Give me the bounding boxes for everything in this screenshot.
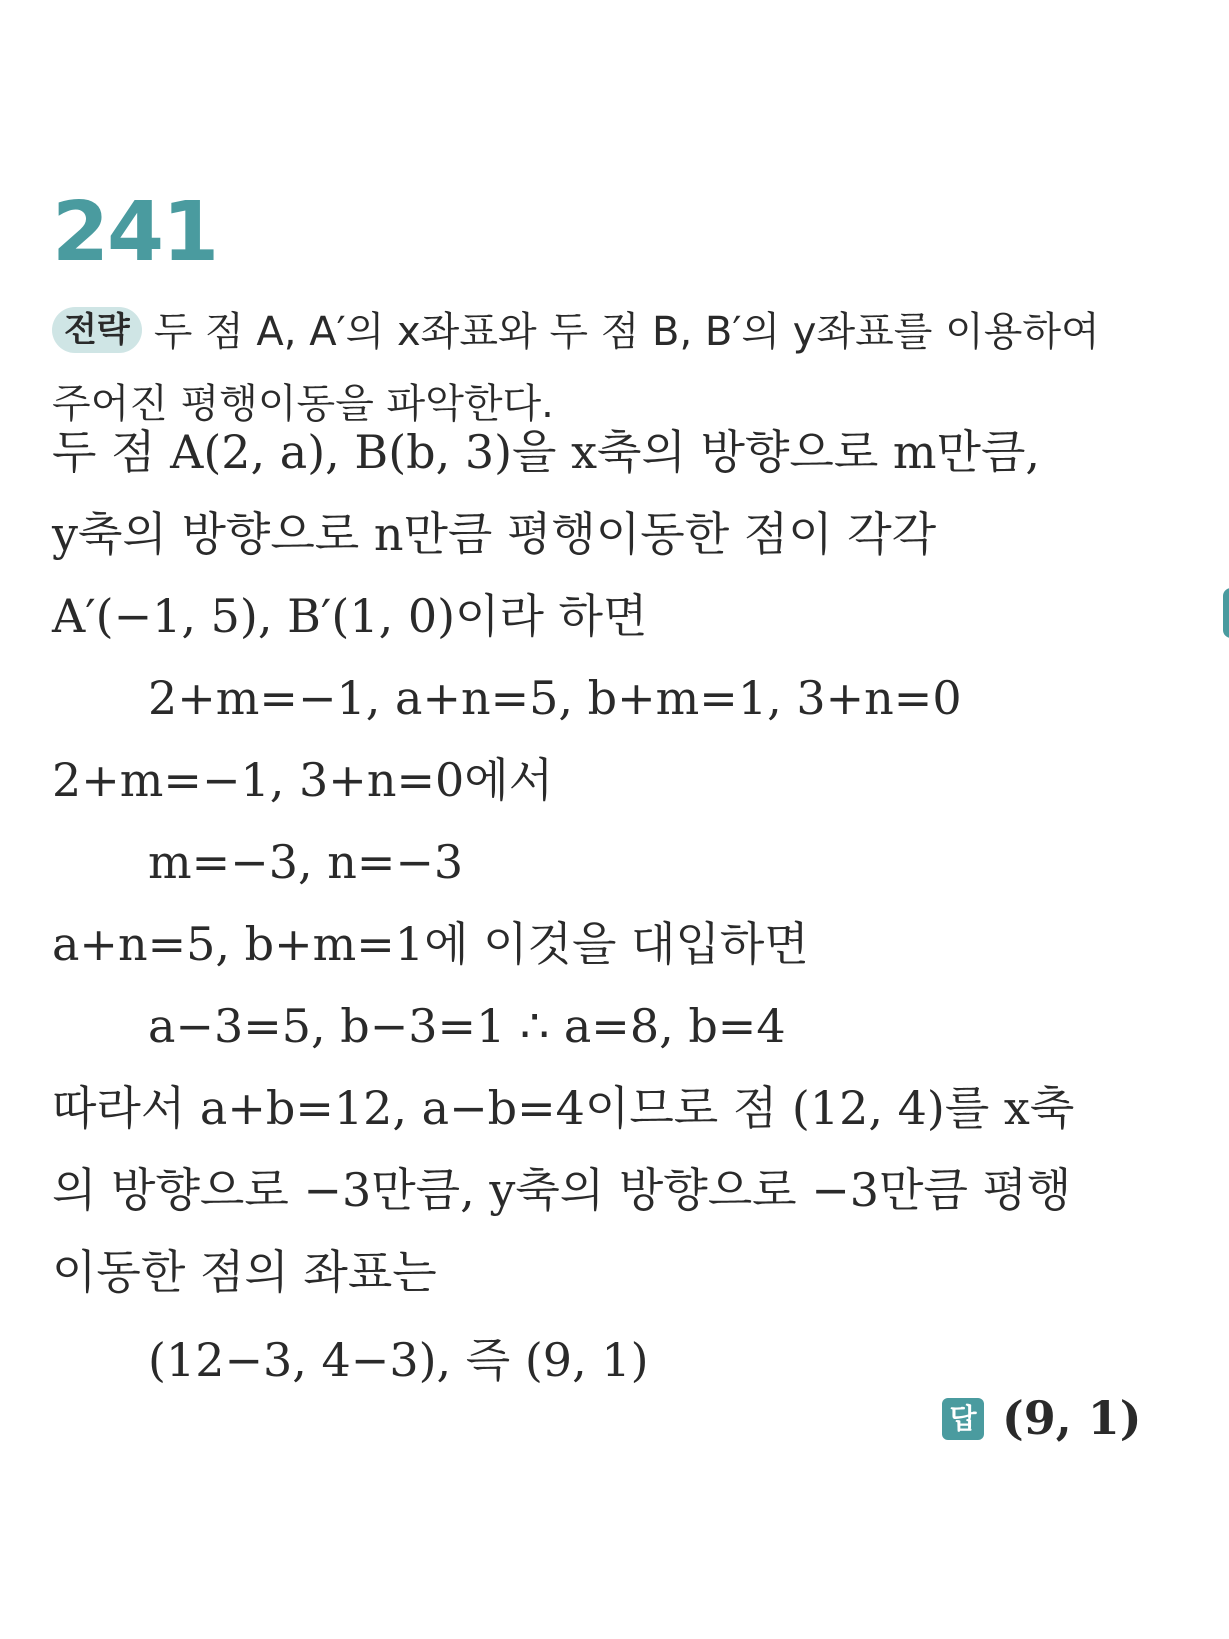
equation-line-1: 2+m=−1, a+n=5, b+m=1, 3+n=0: [148, 671, 962, 725]
strategy-text-line1: 두 점 A, A′의 x좌표와 두 점 B, B′의 y좌표를 이용하여: [153, 309, 1100, 355]
page-edge-tab: [1223, 588, 1229, 638]
solution-line-8: 이동한 점의 좌표는: [52, 1245, 437, 1299]
answer-badge: 답: [942, 1398, 984, 1440]
strategy-text-line2: 주어진 평행이동을 파악한다.: [52, 381, 554, 427]
problem-number: 241: [52, 185, 218, 280]
solution-line-3: A′(−1, 5), B′(1, 0)이라 하면: [52, 589, 648, 643]
strategy-block: [52, 296, 1152, 440]
solution-line-2: y축의 방향으로 n만큼 평행이동한 점이 각각: [52, 507, 937, 561]
solution-line-6: 따라서 a+b=12, a−b=4이므로 점 (12, 4)를 x축: [52, 1081, 1075, 1135]
solution-line-4: 2+m=−1, 3+n=0에서: [52, 753, 554, 807]
equation-line-3: a−3=5, b−3=1 ∴ a=8, b=4: [148, 999, 786, 1053]
strategy-badge: 전략: [52, 307, 142, 353]
solution-line-5: a+n=5, b+m=1에 이것을 대입하면: [52, 917, 809, 971]
answer-value: (9, 1): [1002, 1391, 1142, 1445]
equation-line-2: m=−3, n=−3: [148, 835, 464, 889]
solution-line-7: 의 방향으로 −3만큼, y축의 방향으로 −3만큼 평행: [52, 1163, 1072, 1217]
equation-line-4: (12−3, 4−3), 즉 (9, 1): [148, 1333, 649, 1387]
solution-line-1: 두 점 A(2, a), B(b, 3)을 x축의 방향으로 m만큼,: [52, 425, 1041, 479]
answer: [942, 1388, 1142, 1448]
